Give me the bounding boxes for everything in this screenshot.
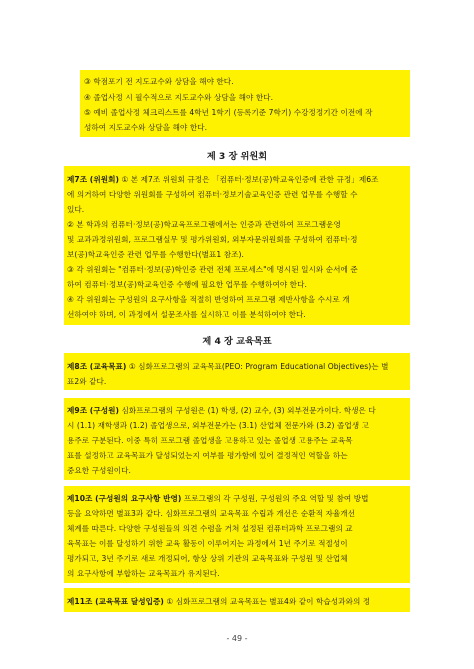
line-text: ② 본 학과의 컴퓨터·정보(공)학교육프로그램에서는 인증과 관련하여 프로그램운영 — [67, 220, 341, 229]
line-text: 성하여 지도교수와 상담을 해야 한다. — [84, 123, 208, 132]
text-line — [67, 509, 355, 519]
text-line — [67, 250, 244, 260]
article-title: 제10조 (구성원의 요구사항 반영) — [67, 494, 182, 503]
line-text: 선하여야 하며, 이 과정에서 설문조사를 실시하고 이를 분석하여야 한다. — [67, 310, 306, 319]
text-line — [67, 539, 348, 549]
line-text: 있다. — [67, 205, 85, 214]
text-line — [67, 190, 358, 200]
text-line — [67, 406, 376, 416]
line-text: 에 의거하여 다양한 위원회를 구성하여 컴퓨터·정보기술교육인증 관련 업무를 수행할 수 — [67, 190, 358, 199]
line-text: 평가되고, 3년 주기로 새로 개정되어, 항상 상위 기관의 교육목표와 구성원 및 산업체 — [67, 554, 348, 563]
text-line — [67, 220, 341, 230]
line-text: 용주로 구분된다. 이중 특히 프로그램 졸업생을 고용하고 있는 졸업생 고용주는 교육목 — [67, 436, 353, 445]
article-title: 제8조 (교육목표) — [67, 362, 127, 371]
text-line — [84, 93, 273, 103]
text-line — [67, 451, 348, 461]
line-text: 표를 설정하고 교육목표가 달성되었는지 여부를 평가함에 있어 결정적인 역할을 하는 — [67, 451, 348, 460]
text-line — [67, 436, 353, 446]
article-title: 제11조 (교육목표 달성입증) — [67, 597, 164, 606]
line-text: 중요한 구성원이다. — [67, 466, 132, 475]
text-line — [67, 175, 379, 185]
text-line — [84, 123, 207, 133]
page-number: - 49 - — [226, 634, 248, 643]
line-text: 프로그램의 각 구성원, 구성원의 주요 역할 및 참여 방법 — [181, 494, 369, 503]
line-text: 하여 컴퓨터·정보(공)학교육인증 수행에 필요한 업무를 수행하여야 한다. — [67, 280, 307, 289]
line-text: 체계를 따른다. 다양한 구성원들의 의견 수렴을 거쳐 설정된 컴퓨터과학 프로그램의 교 — [67, 524, 353, 533]
text-line — [67, 280, 307, 290]
text-line — [67, 569, 220, 579]
text-line — [67, 377, 106, 387]
line-text: ⑤ 예비 졸업사정 체크리스트를 4학년 1학기 (등록기준 7학기) 수강정정기간 이전에 작 — [84, 108, 373, 117]
line-text: 육목표는 이를 달성하기 위한 교육 활동이 이루어지는 과정에서 1년 주기로 적절성이 — [67, 539, 348, 548]
line-text: ① 본 제7조 위원회 규정은 「컴퓨터·정보(공)학교육인증에 관한 규정」제6조 — [119, 175, 379, 184]
line-text: 표2와 같다. — [67, 377, 107, 386]
text-line — [67, 597, 370, 607]
line-text: ④ 졸업사정 시 필수적으로 지도교수와 상담을 해야 한다. — [84, 93, 274, 102]
text-line — [67, 295, 350, 305]
chapter-heading: 제 4 장 교육목표 — [202, 336, 272, 347]
line-text: 의 요구사항에 부합하는 교육목표가 유지된다. — [67, 569, 220, 578]
line-text: ③ 각 위원회는 "컴퓨터·정보(공)학인증 관련 전체 프로세스"에 명시된 일시와 순서에 준 — [67, 265, 358, 274]
text-line — [67, 265, 358, 275]
line-text: ③ 학점포기 전 지도교수와 상담을 해야 한다. — [84, 77, 234, 86]
line-text: 시 (1.1) 재학생과 (1.2) 졸업생으로, 외부전문가는 (3.1) 산업체 전문가와 (3.2) 졸업생 고 — [67, 421, 369, 430]
text-line — [67, 494, 369, 504]
line-text: ④ 각 위원회는 구성원의 요구사항을 적절히 반영하여 프로그램 제반사항을 수시로 개 — [67, 295, 350, 304]
line-text: 등을 요약하면 별표3과 같다. 심화프로그램의 교육목표 수립과 개선은 순환적 자율개선 — [67, 509, 356, 518]
text-line — [67, 421, 369, 431]
text-line — [67, 466, 131, 476]
line-text: 심화프로그램의 구성원은 (1) 학생, (2) 교수, (3) 외부전문가이다. 학생은 다 — [119, 406, 376, 415]
text-line — [84, 77, 234, 87]
text-line — [67, 524, 353, 534]
line-text: 및 교과과정위원회, 프로그램실무 및 평가위원회, 외부자문위원회를 구성하여 컴퓨터·정 — [67, 235, 358, 244]
article-title: 제7조 (위원회) — [67, 175, 119, 184]
text-line — [67, 310, 306, 320]
text-line — [84, 108, 373, 118]
text-line — [67, 205, 84, 215]
line-text: ① 심화프로그램의 교육목표는 별표4와 같이 학습성과와의 정 — [163, 597, 371, 606]
article-title: 제9조 (구성원) — [67, 406, 119, 415]
line-text: 보(공)학교육인증 관련 업무를 수행한다(별표1 참조). — [67, 250, 244, 259]
line-text: ① 심화프로그램의 교육목표(PEO: Program Educational Objectives)는 별 — [126, 362, 389, 371]
text-line — [67, 235, 358, 245]
chapter-heading: 제 3 장 위원회 — [206, 151, 268, 162]
text-line — [67, 362, 388, 372]
text-line — [67, 554, 348, 564]
